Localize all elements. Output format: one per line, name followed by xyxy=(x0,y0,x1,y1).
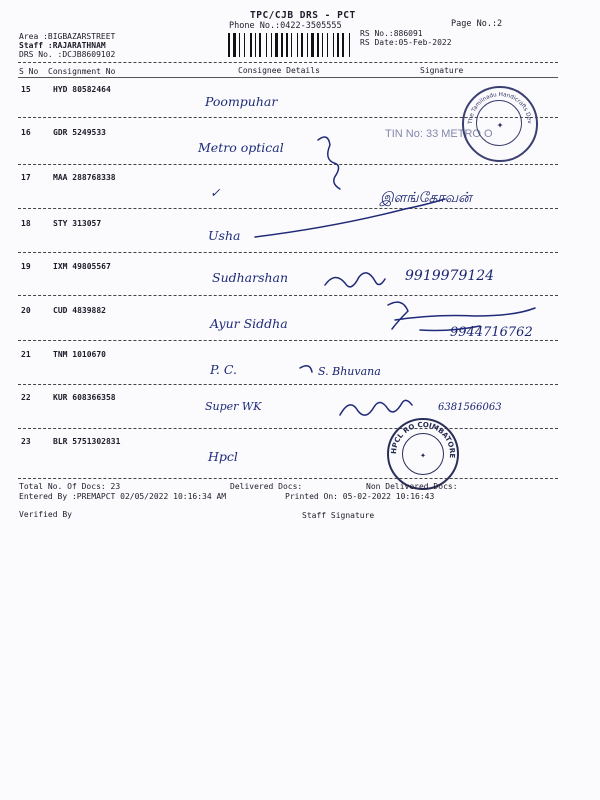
signature-tick-21 xyxy=(300,366,312,372)
seal-text: The Tamilnadu Handicrafts Dev xyxy=(467,91,533,125)
area-label: Area :BIGBAZARSTREET xyxy=(19,32,116,41)
signature-scribble-19 xyxy=(325,273,385,287)
signature-stroke-18 xyxy=(255,199,445,237)
entered-by: Entered By :PREMAPCT 02/05/2022 10:16:34 AM xyxy=(19,492,227,501)
consignee-handwriting: Usha xyxy=(208,228,241,243)
row-sno: 20 xyxy=(21,306,31,315)
document-title: TPC/CJB DRS - PCT xyxy=(250,10,356,21)
consignee-handwriting: Ayur Siddha xyxy=(210,316,288,331)
corporation-seal xyxy=(462,86,538,162)
signature-handwriting: இளங்கோவன் xyxy=(380,190,472,206)
row-consignment: CUD 4839882 xyxy=(53,306,106,315)
drs-number: DRS No. :DCJB8609102 xyxy=(19,50,116,59)
signature-phone: 9944716762 xyxy=(450,325,533,340)
row-sno: 22 xyxy=(21,393,31,402)
row-consignment: HYD 80582464 xyxy=(53,85,111,94)
col-sno: S No xyxy=(19,67,39,76)
rs-number: RS No.:886091 xyxy=(360,29,423,38)
consignee-handwriting: Hpcl xyxy=(208,449,238,464)
row-sno: 21 xyxy=(21,350,31,359)
signature-scribble-16 xyxy=(318,137,340,189)
row-sno: 23 xyxy=(21,437,31,446)
staff-label: Staff :RAJARATHNAM xyxy=(19,41,106,50)
star-icon: ✦ xyxy=(419,450,427,461)
hpcl-seal xyxy=(387,418,459,490)
row-consignment: BLR 5751302831 xyxy=(53,437,121,446)
verified-by: Verified By xyxy=(19,510,72,519)
signature-scribble-22 xyxy=(340,400,412,415)
signature-handwriting: S. Bhuvana xyxy=(318,365,381,378)
row-sno: 19 xyxy=(21,262,31,271)
star-icon: ✦ xyxy=(496,118,504,131)
signature-phone: 9919979124 xyxy=(405,268,495,284)
total-docs: Total No. Of Docs: 23 xyxy=(19,482,121,491)
phone-number: Phone No.:0422-3505555 xyxy=(229,21,342,31)
company-seal-text: TIN No: 33 METRO O xyxy=(385,128,493,140)
staff-signature: Staff Signature xyxy=(302,511,375,520)
row-sno: 15 xyxy=(21,85,31,94)
consignee-handwriting: Super WK xyxy=(205,400,262,413)
footer-divider xyxy=(18,478,558,479)
row-consignment: MAA 288768338 xyxy=(53,173,116,182)
consignee-handwriting: Metro optical xyxy=(198,140,284,155)
consignee-handwriting: Poompuhar xyxy=(205,94,278,109)
col-consignee: Consignee Details xyxy=(238,66,320,75)
rs-date: RS Date:05-Feb-2022 xyxy=(360,38,452,47)
col-signature: Signature xyxy=(420,66,464,75)
row-consignment: KUR 608366358 xyxy=(53,393,116,402)
col-consignment: Consignment No xyxy=(48,67,116,76)
row-consignment: GDR 5249533 xyxy=(53,128,106,137)
row-sno: 18 xyxy=(21,219,31,228)
hpcl-seal-text: HPCL RO COIMBATORE xyxy=(389,420,457,459)
row-consignment: STY 313057 xyxy=(53,219,102,228)
row-consignment: TNM 1010670 xyxy=(53,350,106,359)
consignee-handwriting: ✓ xyxy=(210,185,221,200)
row-consignment: IXM 49805567 xyxy=(53,262,111,271)
printed-on: Printed On: 05-02-2022 10:16:43 xyxy=(285,492,435,501)
row-sno: 17 xyxy=(21,173,31,182)
signature-scribble-20 xyxy=(388,302,535,330)
page-number: Page No.:2 xyxy=(451,19,503,29)
non-delivered-docs: Non Delivered Docs: xyxy=(366,482,458,491)
consignee-handwriting: Sudharshan xyxy=(212,270,289,285)
signature-phone: 6381566063 xyxy=(438,402,502,413)
row-sno: 16 xyxy=(21,128,31,137)
consignee-handwriting: P. C. xyxy=(210,362,237,377)
delivered-docs: Delivered Docs: xyxy=(230,482,303,491)
